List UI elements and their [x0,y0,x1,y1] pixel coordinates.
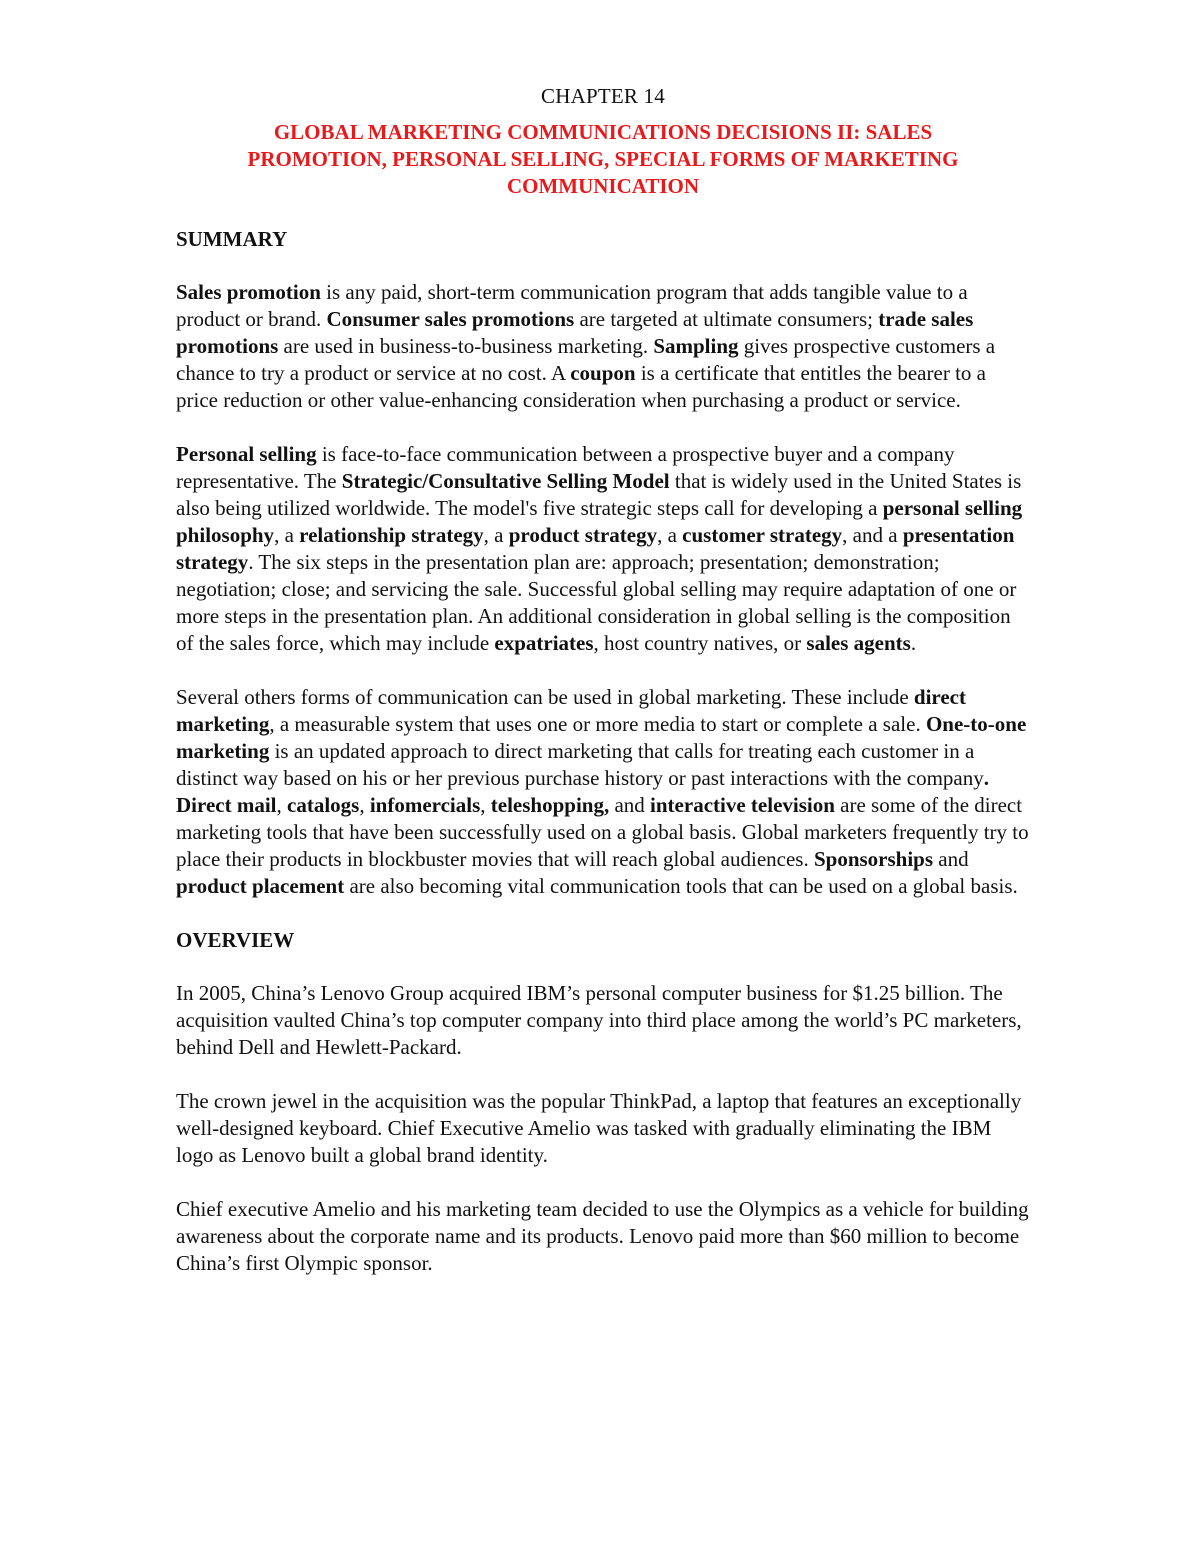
text-run: are some of the direct marketing tools that have been successfully used on a global basis. Global marketers frequently try to place their products in blockbuster movies that will reach global audiences. [176,793,1029,871]
term-consumer-sales-promotions: Consumer sales promotions [326,307,575,331]
text-run: , [480,793,491,817]
text-run: is an updated approach to direct marketing that calls for treating each customer in a distinct way based on his or her previous purchase history or past interactions with the company [176,739,984,790]
text-run: . [910,631,917,655]
term-expatriates: expatriates [494,631,594,655]
text-run: Several others forms of communication can be used in global marketing. These include [176,685,914,709]
text-run: are targeted at ultimate consumers; [574,307,879,331]
term-direct-mail: . Direct mail [176,766,989,817]
text-run: , and a [842,523,903,547]
overview-paragraph-acquisition: In 2005, China’s Lenovo Group acquired IBM’s personal computer business for $1.25 billion. The acquisition vaulted China’s top computer company into third place among the world’s PC marketers, behind Dell and Hewlett-Packard. [176,981,1022,1059]
text-run: that is widely used in the United States is also being utilized worldwide. The model's five strategic steps call for developing a [176,469,1022,520]
chapter-title [176,119,1030,200]
term-product-placement: product placement [176,874,345,898]
text-run: , [276,793,287,817]
chapter-title-line-2: PROMOTION, PERSONAL SELLING, SPECIAL FORMS OF MARKETING [247,147,959,171]
term-relationship-strategy: relationship strategy [299,523,484,547]
term-customer-strategy: customer strategy [682,523,843,547]
term-interactive-television: interactive television [650,793,835,817]
term-sponsorships: Sponsorships [813,847,934,871]
text-run: , a [483,523,509,547]
text-run: is any paid, short-term communication program that adds tangible value to a product or brand. [176,280,968,331]
text-run: , [359,793,370,817]
term-sampling: Sampling [653,334,739,358]
text-run: , a [274,523,300,547]
term-personal-selling-philosophy: personal selling philosophy [176,496,1023,547]
text-run: , a measurable system that uses one or more media to start or complete a sale. [269,712,926,736]
overview-heading: OVERVIEW [176,928,295,952]
summary-paragraph-personal-selling [176,441,1030,657]
chapter-title-line-3: COMMUNICATION [506,174,700,198]
term-product-strategy: product strategy [508,523,658,547]
text-run: . The six steps in the presentation plan are: approach; presentation; demonstration; negotiation; close; and servicing the sale. Successful global selling may require adaptation of one or more steps in the presentation plan. An additional consideration in global selling is the composition of the sales force, which may include [176,550,1017,655]
text-run: and [933,847,969,871]
text-run: and [609,793,651,817]
text-run: are also becoming vital communication tools that can be used on a global basis. [344,874,1018,898]
term-selling-model: Strategic/Consultative Selling Model [341,469,670,493]
chapter-number: CHAPTER 14 [541,84,665,108]
text-run: are used in business-to-business marketing. [278,334,654,358]
term-presentation-strategy: presentation strategy [176,523,1015,574]
term-personal-selling: Personal selling [176,442,317,466]
summary-paragraph-sales-promotion [176,279,1030,414]
term-one-to-one-marketing: One-to-one marketing [176,712,1027,763]
text-run: , host country natives, or [593,631,807,655]
term-trade-sales-promotions: trade sales promotions [176,307,974,358]
term-catalogs: catalogs [287,793,360,817]
text-run: is face-to-face communication between a prospective buyer and a company representative. The [176,442,955,493]
text-run: is a certificate that entitles the bearer to a price reduction or other value-enhancing consideration when purchasing a product or service. [176,361,986,412]
term-coupon: coupon [570,361,636,385]
overview-paragraph-thinkpad: The crown jewel in the acquisition was the popular ThinkPad, a laptop that features an exceptionally well-designed keyboard. Chief Executive Amelio was tasked with gradually eliminating the IBM logo as Lenovo built a global brand identity. [176,1089,1022,1167]
summary-heading: SUMMARY [176,227,288,251]
text-run: gives prospective customers a chance to try a product or service at no cost. A [176,334,996,385]
term-direct-marketing: direct marketing [176,685,966,736]
text-run: , a [657,523,683,547]
term-sales-agents: sales agents [806,631,911,655]
term-teleshopping: teleshopping, [490,793,610,817]
chapter-title-line-1: GLOBAL MARKETING COMMUNICATIONS DECISIONS II: SALES [273,120,933,144]
term-sales-promotion: Sales promotion [176,280,321,304]
summary-paragraph-other-forms [176,684,1030,900]
overview-paragraph-olympics: Chief executive Amelio and his marketing team decided to use the Olympics as a vehicle for building awareness about the corporate name and its products. Lenovo paid more than $60 million to become China’s first Olympic sponsor. [176,1197,1029,1275]
term-infomercials: infomercials [369,793,481,817]
